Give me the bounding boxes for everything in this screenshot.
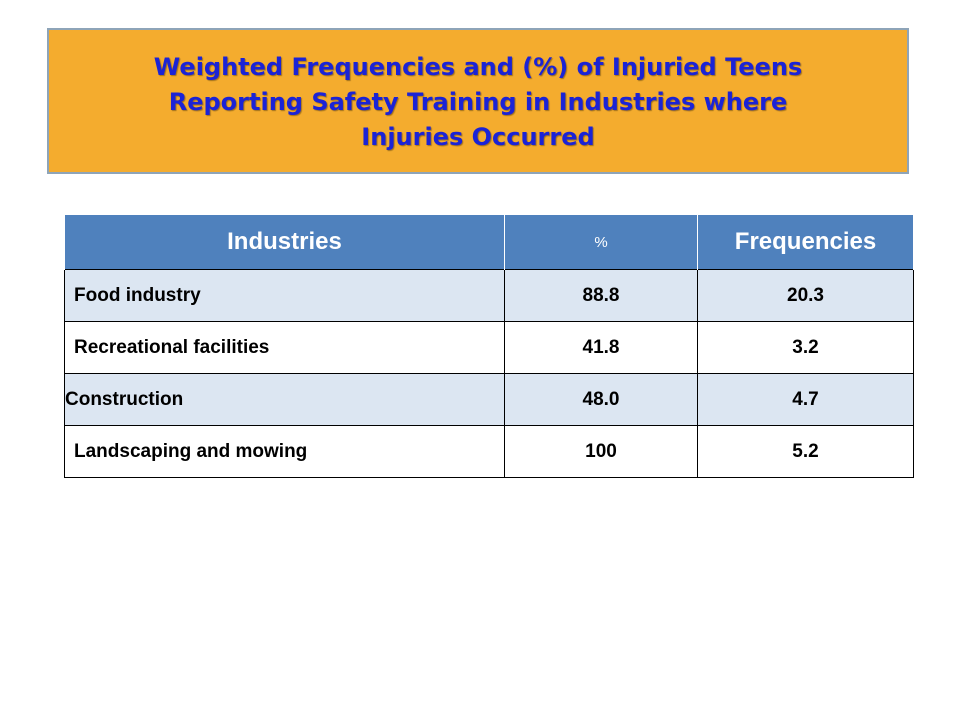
industry-cell: Construction (65, 374, 505, 426)
table-row (65, 322, 914, 374)
percent-cell: 48.0 (505, 374, 698, 426)
table-row (65, 270, 914, 322)
frequency-cell: 4.7 (698, 374, 914, 426)
percent-cell: 88.8 (505, 270, 698, 322)
frequency-cell: 20.3 (698, 270, 914, 322)
frequency-cell: 5.2 (698, 426, 914, 478)
frequency-cell: 3.2 (698, 322, 914, 374)
header-percent: % (505, 215, 698, 270)
table-header-row (65, 215, 914, 270)
percent-cell: 100 (505, 426, 698, 478)
title-banner (47, 28, 909, 174)
percent-cell: 41.8 (505, 322, 698, 374)
industry-cell: Recreational facilities (65, 322, 505, 374)
industry-cell: Food industry (65, 270, 505, 322)
industry-cell: Landscaping and mowing (65, 426, 505, 478)
table-row (65, 374, 914, 426)
industries-table (64, 215, 914, 478)
slide-title: Weighted Frequencies and (%) of Injuried Teens Reporting Safety Training in Industries where Injuries Occurred (153, 53, 803, 151)
table-row (65, 426, 914, 478)
header-frequencies: Frequencies (698, 215, 914, 270)
header-industries: Industries (65, 215, 505, 270)
